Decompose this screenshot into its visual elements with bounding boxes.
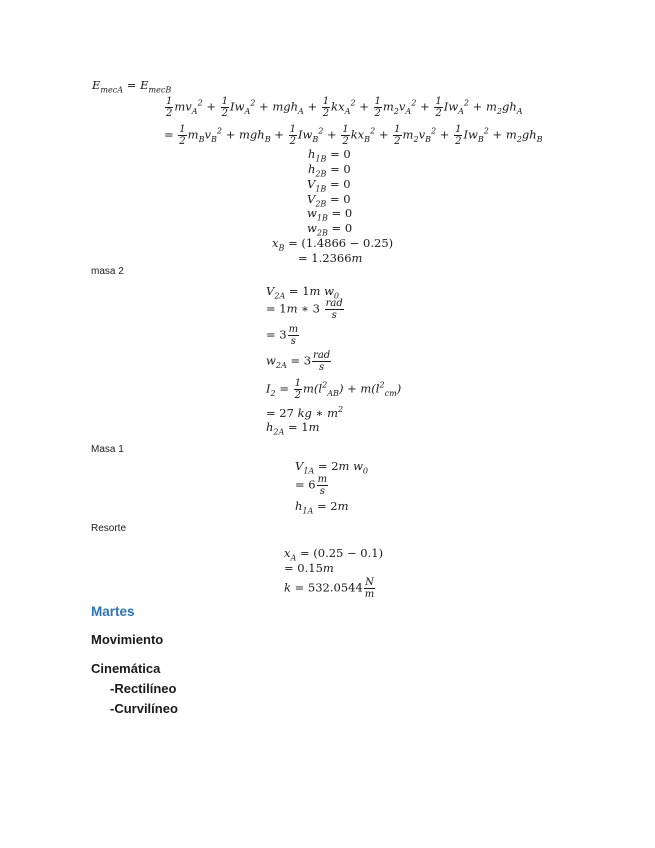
V2A-substitution: = 1m ∗ 3 $\frac{\text{rad}}{s}$ [266, 298, 343, 321]
heading-martes: Martes [91, 604, 135, 619]
resorte-label: Resorte [91, 523, 127, 534]
masa1-label: Masa 1 [91, 444, 124, 455]
xA-result: = 0.15m [284, 561, 334, 575]
V2A-result: = 3 $\frac{m}{s}$ [266, 324, 299, 347]
V2B-equation: $V_{2B} = 0$ [307, 192, 351, 209]
h2A-equation: $h_{2A} = 1m$ [266, 420, 320, 437]
h1A-equation: $h_{1A} = 2m$ [295, 499, 349, 516]
xB-result: = 1.2366m [298, 251, 363, 265]
w2B-equation: $w_{2B} = 0$ [307, 221, 353, 238]
V1A-equation: $V_{1A} = 2m$ $w_0$ [295, 459, 369, 476]
xA-equation: $x_A = (0.25 - 0.1)$ [284, 546, 384, 563]
V2A-equation: $V_{2A} = 1m$ $w_0$ [266, 284, 340, 301]
heading-cinematica: Cinemática [91, 661, 161, 676]
energy-equation-line1: $E_{mecA} = E_{mecB}$ [92, 78, 172, 95]
V1A-result: = 6 $\frac{m}{s}$ [295, 474, 328, 497]
h1B-equation: $h_{1B} = 0$ [308, 147, 351, 164]
I2-result: = 27 kg ∗ $m^2$ [266, 405, 344, 420]
I2-equation: $I_2$ = $\frac{1}{2}$ $m(l^2_{AB}) + m(l^2_{cm})$ [266, 378, 402, 401]
energy-equation-line2: $\frac{1}{2}$ $mv_A^2$ + $\frac{1}{2}$ $Iw_A^2 + mgh_A$ + $\frac{1}{2}$ $kx_A^2$ + $\frac{1}{2}$ $m_2v_A^2$ + $\frac{1}{2}$ $Iw_A^2 + m_2gh_A$ [166, 96, 523, 119]
h2B-equation: $h_{2B} = 0$ [308, 162, 351, 179]
xB-equation: $x_B = (1.4866 - 0.25)$ [272, 236, 394, 253]
w2A-equation: $w_{2A} = 3$ $\frac{\text{rad}}{s}$ [266, 350, 331, 373]
list-item-rectilineo: -Rectilíneo [110, 681, 177, 696]
w1B-equation: $w_{1B} = 0$ [307, 206, 353, 223]
energy-equation-line3: = $\frac{1}{2}$ $m_Bv_B^2 + mgh_B$ + $\frac{1}{2}$ $Iw_B^2$ + $\frac{1}{2}$ $kx_B^2$ + $\frac{1}{2}$ $m_2v_B^2$ + $\frac{1}{2}$ $Iw_B^2 + m_2gh_B$ [164, 124, 543, 147]
list-item-curvilineo: -Curvilíneo [110, 701, 178, 716]
k-equation: k = 532.0544 $\frac{N}{m}$ [284, 577, 375, 600]
V1B-equation: $V_{1B} = 0$ [307, 177, 351, 194]
heading-movimiento: Movimiento [91, 632, 164, 647]
masa2-label: masa 2 [91, 266, 124, 277]
